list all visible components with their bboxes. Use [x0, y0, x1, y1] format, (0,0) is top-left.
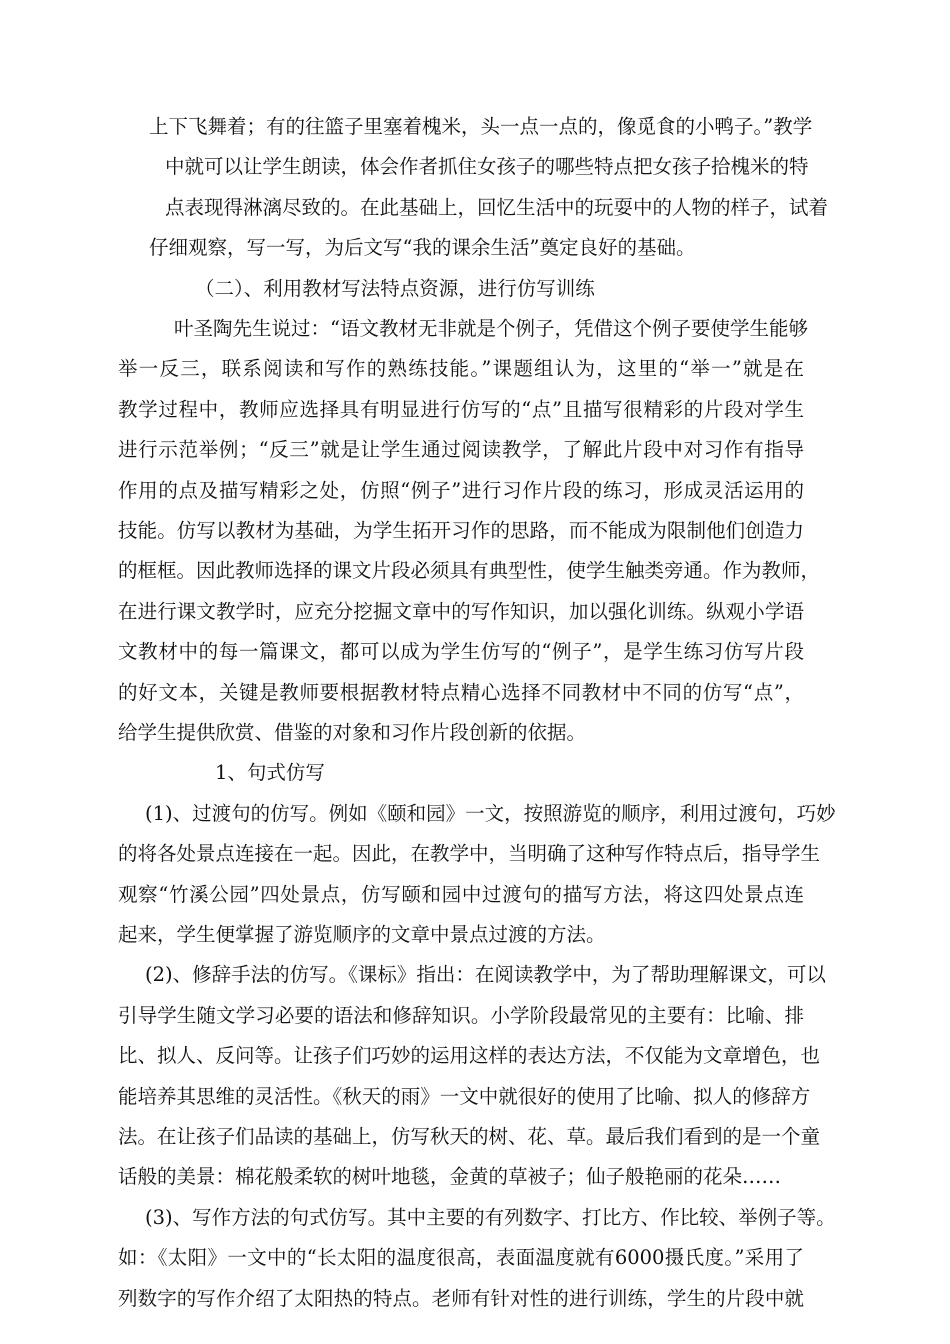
text-line: 给学生提供欣赏、借鉴的对象和习作片段创新的依据。 — [118, 721, 587, 744]
text-line: 引导学生随文学习必要的语法和修辞知识。小学阶段最常见的主要有：比喻、排 — [118, 1003, 804, 1027]
text-line: 的好文本，关键是教师要根据教材特点精心选择不同教材中不同的仿写“点”， — [118, 680, 804, 704]
text-line: (2)、修辞手法的仿写。《课标》指出：在阅读教学中，为了帮助理解课文，可以 — [145, 963, 826, 987]
text-line: 进行示范举例；“反三”就是让学生通过阅读教学，了解此片段中对习作有指导 — [118, 438, 804, 462]
text-line: 教学过程中，教师应选择具有明显进行仿写的“点”且描写很精彩的片段对学生 — [118, 397, 804, 421]
text-line: 举一反三，联系阅读和写作的熟练技能。”课题组认为，这里的“举一”就是在 — [118, 357, 804, 381]
text-line: 法。在让孩子们品读的基础上，仿写秋天的树、花、草。最后我们看到的是一个童 — [118, 1125, 821, 1148]
text-line: 叶圣陶先生说过：“语文教材无非就是个例子，凭借这个例子要使学生能够 — [174, 317, 808, 340]
section-heading: （二）、利用教材写法特点资源，进行仿写训练 — [195, 276, 595, 300]
text-line: 技能。仿写以教材为基础，为学生拓开习作的思路，而不能成为限制他们创造力 — [118, 519, 804, 542]
text-line: 如：《太阳》一文中的“长太阳的温度很高，表面温度就有6000摄氏度。”采用了 — [118, 1246, 804, 1270]
text-line: 能培养其思维的灵活性。《秋天的雨》一文中就很好的使用了比喻、拟人的修辞方 — [118, 1084, 811, 1108]
text-line: 比、拟人、反问等。让孩子们巧妙的运用这样的表达方法，不仅能为文章增色，也 — [118, 1044, 821, 1068]
text-line: (1)、过渡句的仿写。例如《颐和园》一文，按照游览的顺序，利用过渡句，巧妙 — [145, 801, 836, 825]
text-line: 上下飞舞着；有的往篮子里塞着槐米，头一点一点的，像觅食的小鸭子。”教学 — [149, 115, 813, 138]
text-line: 文教材中的每一篇课文，都可以成为学生仿写的“例子”，是学生练习仿写片段 — [118, 640, 804, 664]
text-line: 起来，学生便掌握了游览顺序的文章中景点过渡的方法。 — [118, 923, 606, 946]
text-line: 仔细观察，写一写，为后文写“我的课余生活”奠定良好的基础。 — [149, 236, 696, 260]
text-line: 在进行课文教学时，应充分挖掘文章中的写作知识，加以强化训练。纵观小学语 — [118, 599, 804, 623]
text-line: 作用的点及描写精彩之处，仿照“例子”进行习作片段的练习，形成灵活运用的 — [118, 478, 804, 502]
text-line: 观察“竹溪公园”四处景点，仿写颐和园中过渡句的描写方法，将这四处景点连 — [118, 882, 804, 906]
text-line: 列数字的写作介绍了太阳热的特点。老师有针对性的进行训练，学生的片段中就 — [118, 1286, 804, 1310]
text-line: 话般的美景：棉花般柔软的树叶地毯，金黄的草被子；仙子般艳丽的花朵…… — [118, 1165, 782, 1189]
text-line: (3)、写作方法的句式仿写。其中主要的有列数字、打比方、作比较、举例子等。 — [145, 1205, 836, 1229]
text-line: 点表现得淋漓尽致的。在此基础上，回忆生活中的玩耍中的人物的样子，试着 — [165, 195, 829, 219]
text-line: 中就可以让学生朗读，体会作者抓住女孩子的哪些特点把女孩子拾槐米的特 — [165, 155, 809, 179]
text-line: 的框框。因此教师选择的课文片段必须具有典型性，使学生触类旁通。作为教师， — [118, 559, 821, 583]
subsection-heading: 1、句式仿写 — [215, 761, 325, 785]
text-line: 的将各处景点连接在一起。因此，在教学中，当明确了这种写作特点后，指导学生 — [118, 842, 821, 866]
